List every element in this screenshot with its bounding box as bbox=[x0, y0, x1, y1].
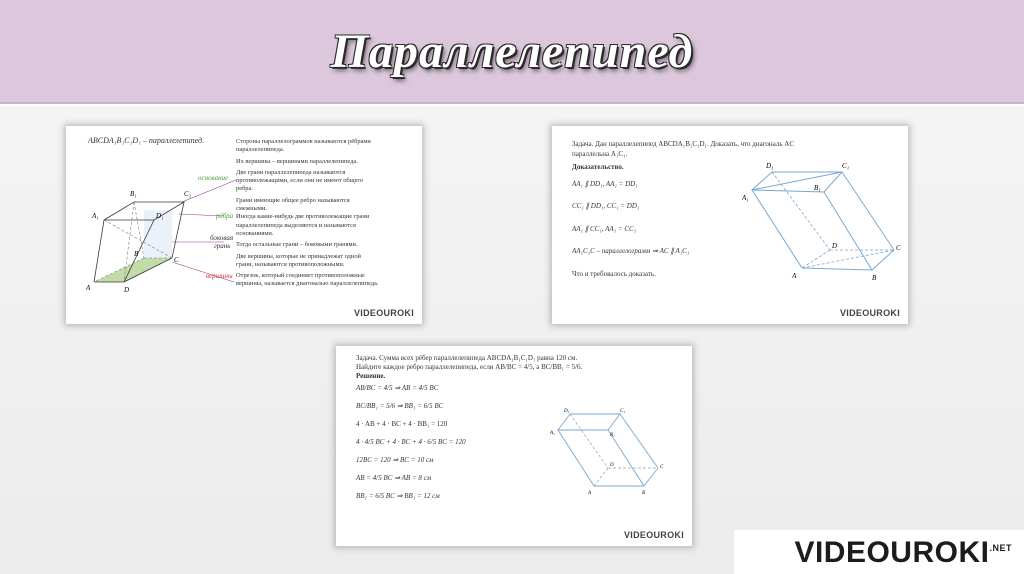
text-line: Стороны параллелограммов называются рёбрами bbox=[236, 138, 371, 145]
label-gran: грань bbox=[214, 242, 231, 250]
vertex-label: B bbox=[642, 491, 646, 496]
card2-logo bbox=[840, 308, 900, 318]
task-line: параллельна A₁C₁. bbox=[572, 149, 628, 158]
text-line: Две грани параллелепипеда называются bbox=[236, 168, 346, 176]
card1-caption: ABCDA₁B₁C₁D₁ – параллелепипед. bbox=[88, 136, 205, 145]
proof-step: AA₁C₁C – параллелограмм ⇒ AC ∥ A₁C₁ bbox=[572, 247, 690, 255]
card-definition bbox=[66, 126, 422, 324]
vertex-label: A₁ bbox=[742, 194, 749, 202]
vertex-label: B₁ bbox=[130, 190, 137, 198]
vertex-label: D bbox=[610, 463, 614, 468]
vertex-label: C bbox=[896, 244, 901, 252]
logo-text: VIDEOUROKI bbox=[353, 308, 414, 318]
label-rebra: рёбра bbox=[216, 212, 234, 220]
card-problem bbox=[336, 346, 692, 546]
card1-logo bbox=[354, 308, 414, 318]
vertex-label: B bbox=[872, 274, 877, 282]
text-line: параллелепипеда выделяются и называются bbox=[236, 221, 356, 229]
vertex-label: A bbox=[792, 272, 797, 280]
text-line: основаниями. bbox=[236, 229, 274, 237]
solution-step: BB₁ = 6/5 BC ⇒ BB₁ = 12 см bbox=[356, 492, 440, 500]
text-line: Иногда какие-нибудь две противолежащие грани bbox=[236, 213, 370, 221]
proof-step: AA₁ ∥ DD₁, AA₁ = DD₁ bbox=[572, 179, 638, 188]
footer-logo-text: VIDEOUROKI bbox=[794, 536, 990, 569]
label-bokovaya: боковая bbox=[210, 234, 234, 242]
vertex-label: C bbox=[174, 256, 179, 264]
proof-heading: Доказательство. bbox=[572, 163, 624, 171]
label-vershiny: вершины bbox=[206, 272, 233, 280]
vertex-label: C₁ bbox=[184, 190, 192, 198]
vertex-label: A₁ bbox=[550, 431, 555, 436]
vertex-label: B bbox=[134, 250, 139, 258]
text-line: Грани имеющие общее ребро называются bbox=[236, 196, 350, 204]
vertex-label: A bbox=[588, 491, 592, 496]
base-face bbox=[94, 258, 172, 282]
card-proof bbox=[552, 126, 908, 324]
title-banner bbox=[0, 0, 1024, 104]
vertex-label: D bbox=[832, 242, 838, 250]
text-line: параллелепипеда. bbox=[236, 146, 285, 154]
task-line: Задача. Сумма всех рёбер параллелепипеда ABCDA₁B₁C₁D₁ равна 120 см. bbox=[356, 354, 578, 362]
parallelepiped-figure bbox=[742, 160, 908, 290]
vertex-label: D₁ bbox=[766, 162, 774, 170]
card1-text bbox=[236, 138, 378, 289]
text-line: Тогда остальные грани – боковыми гранями. bbox=[236, 241, 358, 249]
label-osnovanie: основание bbox=[198, 174, 229, 182]
vertex-label: D bbox=[124, 286, 130, 294]
slide-content bbox=[0, 106, 1024, 574]
footer-logo bbox=[794, 536, 1012, 570]
vertex-label: C₁ bbox=[842, 162, 850, 170]
vertex-label: D₁ bbox=[156, 212, 164, 220]
proof-conclusion: Что и требовалось доказать. bbox=[572, 269, 656, 278]
solution-step: 4 · AB + 4 · BC + 4 · BB₁ = 120 bbox=[356, 420, 448, 428]
vertex-label: B₁ bbox=[610, 433, 615, 438]
solution-step: AB/BC = 4/5 ⇒ AB = 4/5 BC bbox=[356, 384, 439, 392]
page-title: Параллелепипед bbox=[330, 24, 694, 78]
vertex-label: C bbox=[660, 465, 664, 470]
text-line: грани, называются противоположными. bbox=[236, 260, 345, 268]
proof-step: CC₁ ∥ DD₁, CC₁ = DD₁ bbox=[572, 202, 640, 210]
solution-step: AB = 4/5 BC ⇒ AB = 8 см bbox=[356, 474, 432, 482]
text-line: смежными. bbox=[236, 205, 267, 213]
solution-step: BC/BB₁ = 5/6 ⇒ BB₁ = 6/5 BC bbox=[356, 402, 444, 410]
text-line: Две вершины, которые не принадлежат одной bbox=[236, 252, 361, 260]
card3-logo bbox=[624, 530, 684, 540]
vertex-label: B₁ bbox=[814, 184, 821, 192]
vertex-label: A bbox=[86, 284, 91, 292]
text-line: противолежащими, если они не имеют общего bbox=[236, 177, 364, 185]
card3-text bbox=[356, 354, 582, 501]
task-line: Задача. Дан параллелепипед ABCDA₁B₁C₁D₁. Доказать, что диагональ AC bbox=[572, 140, 794, 148]
proof-step: AA₁ ∥ CC₁, AA₁ = CC₁ bbox=[572, 224, 637, 233]
vertex-label: A₁ bbox=[92, 212, 99, 220]
logo-text: VIDEOUROKI bbox=[839, 308, 900, 318]
solution-step: 12BC = 120 ⇒ BC = 10 см bbox=[356, 456, 434, 464]
parallelepiped-figure bbox=[84, 152, 254, 312]
logo-text: VIDEOUROKI bbox=[623, 530, 684, 540]
task-line: Найдите каждое ребро параллелепипеда, если AB/BC = 4/5, а BC/BB₁ = 5/6. bbox=[356, 363, 583, 371]
text-line: Отрезок, который соединяет противоположные bbox=[236, 272, 365, 280]
vertex-label: D₁ bbox=[564, 409, 570, 414]
text-line: вершины, называется диагональю параллелепипеда. bbox=[236, 280, 379, 288]
solution-step: 4 · 4/5 BC + 4 · BC + 4 · 6/5 BC = 120 bbox=[356, 438, 466, 446]
text-line: ребра. bbox=[236, 185, 253, 193]
solution-heading: Решение. bbox=[356, 372, 386, 380]
text-line: Их вершины – вершинами параллелепипеда. bbox=[236, 157, 358, 165]
vertex-label: C₁ bbox=[620, 409, 626, 414]
footer-logo-suffix: .NET bbox=[989, 543, 1012, 553]
parallelepiped-figure bbox=[550, 406, 680, 506]
